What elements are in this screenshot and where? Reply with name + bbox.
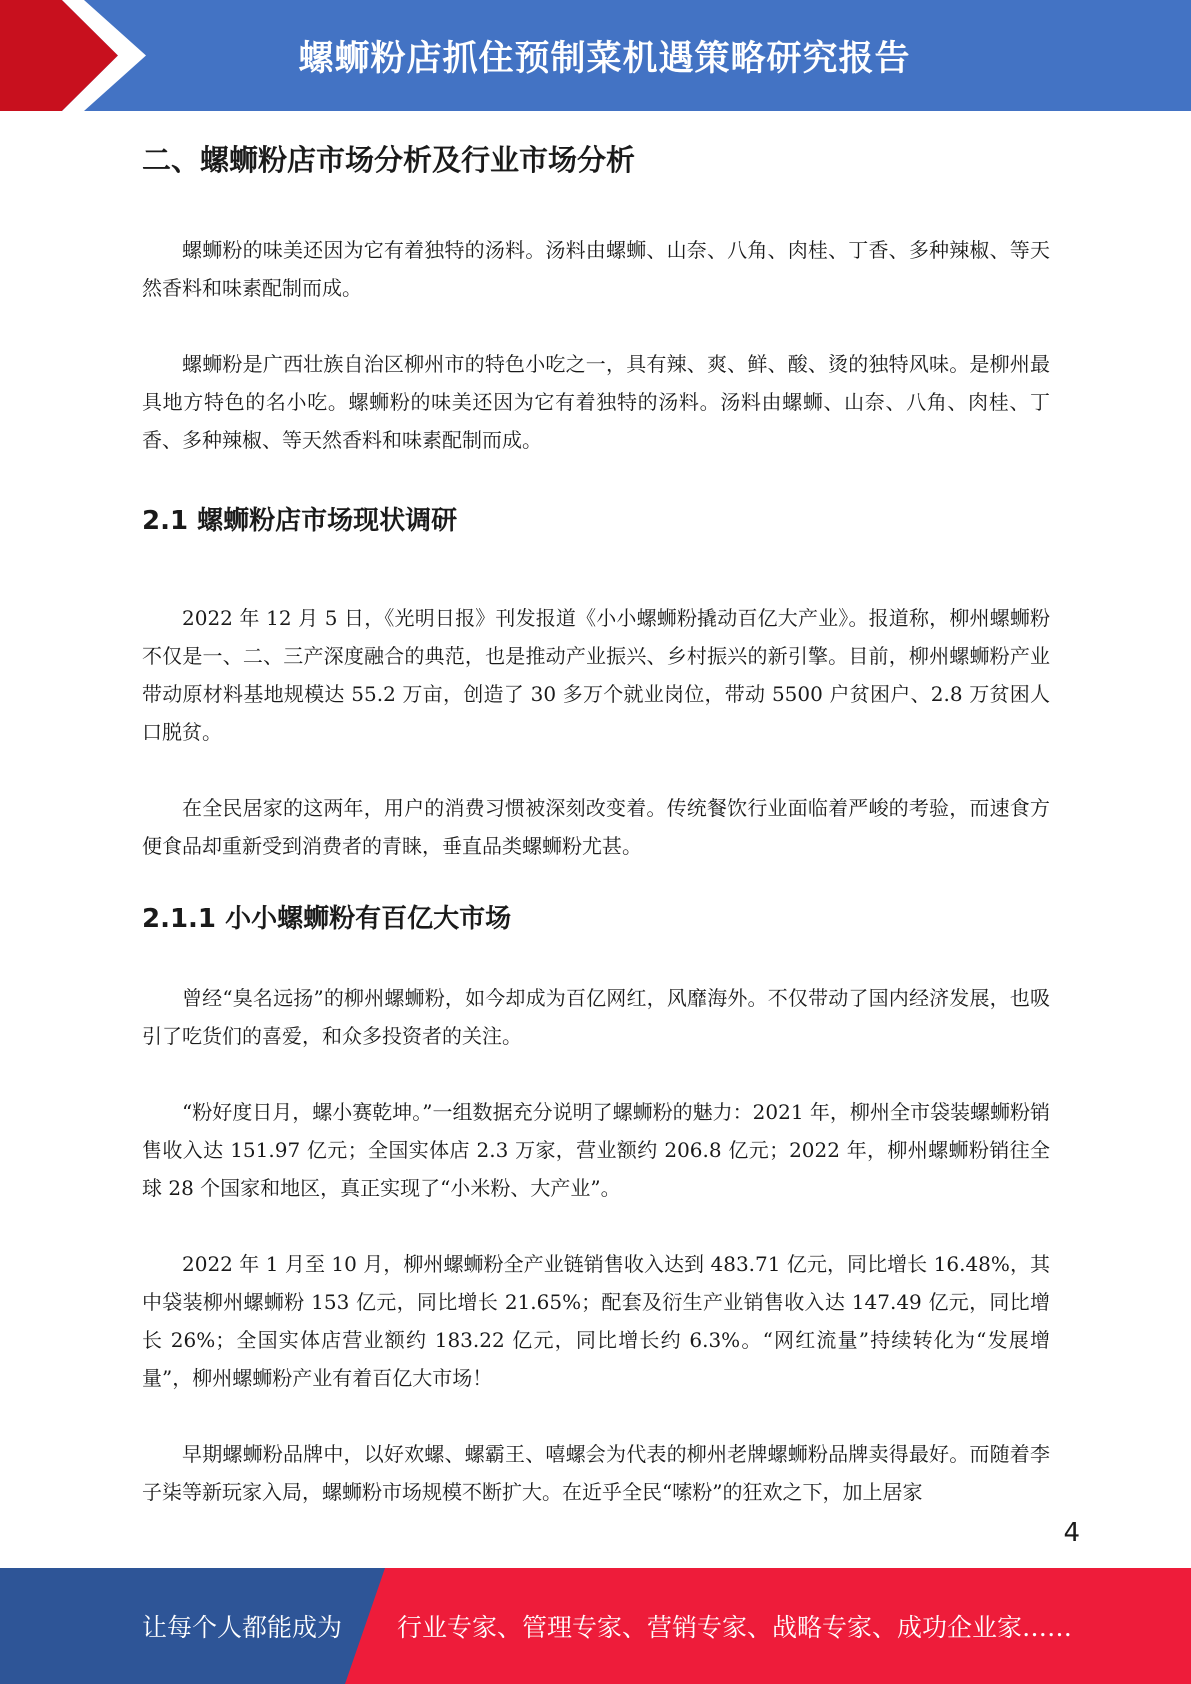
- section-title: 二、螺蛳粉店市场分析及行业市场分析: [142, 143, 636, 177]
- report-title: 螺蛳粉店抓住预制菜机遇策略研究报告: [298, 38, 911, 79]
- page-footer: [0, 1568, 1191, 1684]
- paragraph: 螺蛳粉是广西壮族自治区柳州市的特色小吃之一，具有辣、爽、鲜、酸、烫的独特风味。是柳州最具地方特色的名小吃。螺蛳粉的味美还因为它有着独特的汤料。汤料由螺蛳、山奈、八角、肉桂、丁香、多种辣椒、等天然香料和味素配制而成。: [142, 352, 1050, 452]
- subsection-title-2-1-1: 2.1.1 小小螺蛳粉有百亿大市场: [142, 904, 512, 934]
- page-content: [142, 140, 1050, 1511]
- page-header: [0, 0, 1191, 111]
- subsection-title-2-1: 2.1 螺蛳粉店市场现状调研: [142, 506, 458, 536]
- paragraph: “粉好度日月，螺小赛乾坤。”一组数据充分说明了螺蛳粉的魅力：2021 年，柳州全市袋装螺蛳粉销售收入达 151.97 亿元；全国实体店 2.3 万家，营业额约 206.8 亿元；2022 年，柳州螺蛳粉销往全球 28 个国家和地区，真正实现了“小米粉、大产业”。: [142, 1100, 1050, 1200]
- paragraph: 曾经“臭名远扬”的柳州螺蛳粉，如今却成为百亿网红，风靡海外。不仅带动了国内经济发展，也吸引了吃货们的喜爱，和众多投资者的关注。: [142, 986, 1050, 1048]
- paragraph: 早期螺蛳粉品牌中，以好欢螺、螺霸王、嘻螺会为代表的柳州老牌螺蛳粉品牌卖得最好。而随着李子柒等新玩家入局，螺蛳粉市场规模不断扩大。在近乎全民“嗦粉”的狂欢之下，加上居家: [142, 1442, 1050, 1504]
- footer-slogan-right: 行业专家、管理专家、营销专家、战略专家、成功企业家……: [397, 1613, 1073, 1642]
- page-number: 4: [1063, 1518, 1080, 1548]
- paragraph: 在全民居家的这两年，用户的消费习惯被深刻改变着。传统餐饮行业面临着严峻的考验，而速食方便食品却重新受到消费者的青睐，垂直品类螺蛳粉尤甚。: [142, 796, 1050, 858]
- footer-slogan-left: 让每个人都能成为: [142, 1613, 343, 1642]
- paragraph: 2022 年 12 月 5 日，《光明日报》刊发报道《小小螺蛳粉撬动百亿大产业》。报道称，柳州螺蛳粉不仅是一、二、三产深度融合的典范，也是推动产业振兴、乡村振兴的新引擎。目前，柳州螺蛳粉产业带动原材料基地规模达 55.2 万亩，创造了 30 多万个就业岗位，带动 5500 户贫困户、2.8 万贫困人口脱贫。: [142, 606, 1050, 744]
- paragraph: 2022 年 1 月至 10 月，柳州螺蛳粉全产业链销售收入达到 483.71 亿元，同比增长 16.48%，其中袋装柳州螺蛳粉 153 亿元，同比增长 21.65%；配套及衍生产业销售收入达 147.49 亿元，同比增长 26%；全国实体店营业额约 183.22 亿元，同比增长约 6.3%。“网红流量”持续转化为“发展增量”，柳州螺蛳粉产业有着百亿大市场！: [142, 1252, 1050, 1390]
- paragraph: 螺蛳粉的味美还因为它有着独特的汤料。汤料由螺蛳、山奈、八角、肉桂、丁香、多种辣椒、等天然香料和味素配制而成。: [142, 238, 1050, 300]
